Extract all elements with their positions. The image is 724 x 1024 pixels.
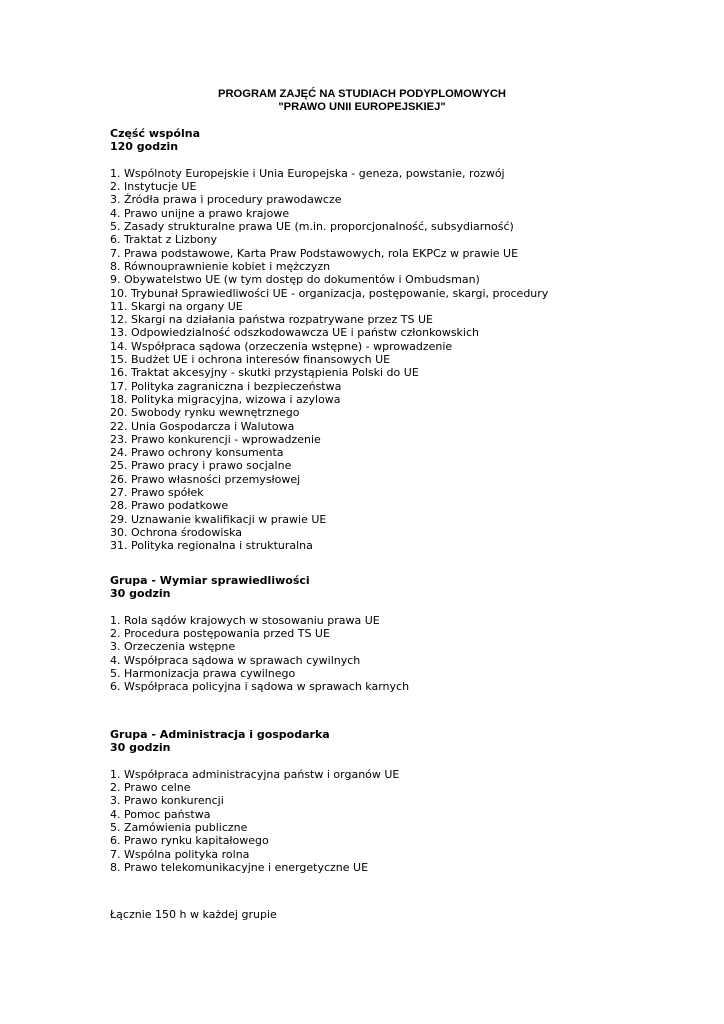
title-line-1: PROGRAM ZAJĘĆ NA STUDIACH PODYPLOMOWYCH <box>218 88 506 100</box>
list-item: 17. Polityka zagraniczna i bezpieczeństwa <box>110 379 342 393</box>
list-item: 1. Wspólnoty Europejskie i Unia Europejska - geneza, powstanie, rozwój <box>110 166 505 180</box>
list-item: 4. Pomoc państwa <box>110 807 211 821</box>
list-item: 8. Równouprawnienie kobiet i mężczyzn <box>110 259 331 273</box>
list-item: 2. Instytucje UE <box>110 180 197 194</box>
list-item: 7. Prawa podstawowe, Karta Praw Podstawowych, rola EKPCz w prawie UE <box>110 246 519 260</box>
list-item: 14. Współpraca sądowa (orzeczenia wstępne) - wprowadzenie <box>110 339 453 353</box>
list-item: 5. Harmonizacja prawa cywilnego <box>110 667 296 681</box>
list-item: 3. Prawo konkurencji <box>110 794 224 808</box>
list-item: 1. Współpraca administracyjna państw i organów UE <box>110 767 400 781</box>
section-list <box>110 167 548 553</box>
list-item: 31. Polityka regionalna i strukturalna <box>110 539 313 553</box>
section-heading: Grupa - Administracja i gospodarka <box>110 728 330 741</box>
list-item: 6. Traktat z Lizbony <box>110 233 218 247</box>
title-line-2: "PRAWO UNII EUROPEJSKIEJ" <box>278 101 446 113</box>
list-item: 9. Obywatelstwo UE (w tym dostęp do dokumentów i Ombudsman) <box>110 273 480 287</box>
list-item: 6. Współpraca policyjna i sądowa w sprawach karnych <box>110 680 410 694</box>
section-list <box>110 768 399 874</box>
list-item: 2. Procedura postępowania przed TS UE <box>110 627 330 641</box>
document-title <box>110 88 614 114</box>
list-item: 23. Prawo konkurencji - wprowadzenie <box>110 432 321 446</box>
list-item: 2. Prawo celne <box>110 781 191 795</box>
list-item: 6. Prawo rynku kapitałowego <box>110 834 269 848</box>
list-item: 15. Budżet UE i ochrona interesów finansowych UE <box>110 353 391 367</box>
list-item: 12. Skargi na działania państwa rozpatrywane przez TS UE <box>110 313 433 327</box>
list-item: 4. Współpraca sądowa w sprawach cywilnych <box>110 653 361 667</box>
list-item: 20. Swobody rynku wewnętrznego <box>110 406 300 420</box>
list-item: 5. Zasady strukturalne prawa UE (m.in. proporcjonalność, subsydiarność) <box>110 220 514 234</box>
list-item: 5. Zamówienia publiczne <box>110 821 248 835</box>
list-item: 28. Prawo podatkowe <box>110 499 229 513</box>
list-item: 29. Uznawanie kwalifikacji w prawie UE <box>110 512 327 526</box>
list-item: 13. Odpowiedzialność odszkodowawcza UE i państw członkowskich <box>110 326 479 340</box>
section-heading: Część wspólna <box>110 127 200 140</box>
list-item: 7. Wspólna polityka rolna <box>110 847 250 861</box>
list-item: 27. Prawo spółek <box>110 486 204 500</box>
list-item: 22. Unia Gospodarcza i Walutowa <box>110 419 295 433</box>
list-item: 1. Rola sądów krajowych w stosowaniu prawa UE <box>110 613 380 627</box>
list-item: 8. Prawo telekomunikacyjne i energetyczne UE <box>110 860 369 874</box>
list-item: 4. Prawo unijne a prawo krajowe <box>110 206 290 220</box>
total-hours-note: Łącznie 150 h w każdej grupie <box>110 908 277 921</box>
section-heading: Grupa - Wymiar sprawiedliwości <box>110 574 310 587</box>
section-hours: 30 godzin <box>110 741 171 755</box>
section-list <box>110 614 409 694</box>
list-item: 16. Traktat akcesyjny - skutki przystąpienia Polski do UE <box>110 366 419 380</box>
section-justice <box>110 574 409 694</box>
list-item: 30. Ochrona środowiska <box>110 525 243 539</box>
section-admin <box>110 728 399 874</box>
section-hours: 30 godzin <box>110 587 171 601</box>
section-common <box>110 127 548 553</box>
list-item: 26. Prawo własności przemysłowej <box>110 472 301 486</box>
list-item: 3. Orzeczenia wstępne <box>110 640 236 654</box>
list-item: 25. Prawo pracy i prawo socjalne <box>110 459 292 473</box>
list-item: 10. Trybunał Sprawiedliwości UE - organizacja, postępowanie, skargi, procedury <box>110 286 549 300</box>
list-item: 3. Źródła prawa i procedury prawodawcze <box>110 193 342 207</box>
list-item: 24. Prawo ochrony konsumenta <box>110 446 284 460</box>
list-item: 18. Polityka migracyjna, wizowa i azylowa <box>110 392 341 406</box>
section-hours: 120 godzin <box>110 140 179 154</box>
list-item: 11. Skargi na organy UE <box>110 299 243 313</box>
